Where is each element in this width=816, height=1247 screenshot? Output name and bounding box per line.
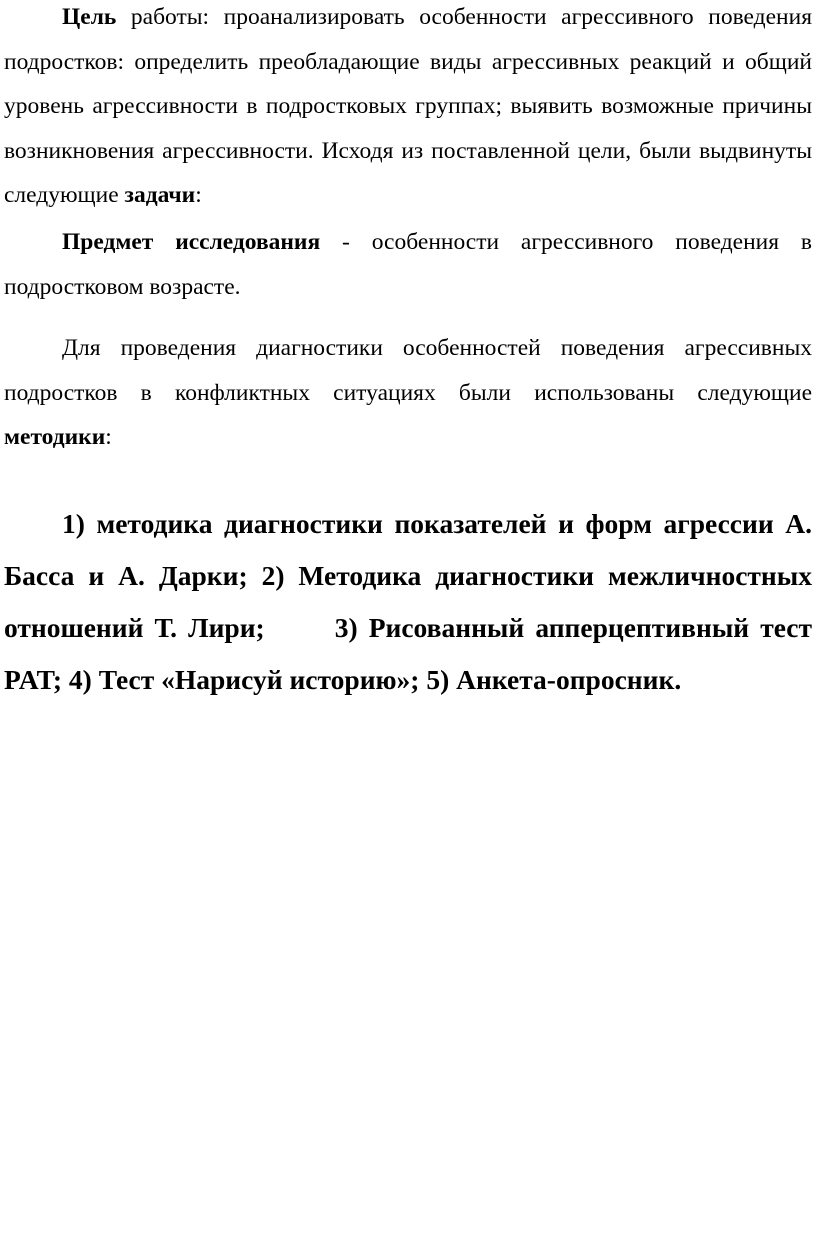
- methods-list-part2: 3) Рисованный апперцептивный тест PAT; 4) Тест «Нарисуй историю»; 5) Анкета-опросник.: [4, 611, 813, 695]
- goal-paragraph: [4, 0, 812, 218]
- methods-label: методики: [4, 424, 106, 450]
- methods-suffix: :: [105, 424, 112, 450]
- subject-text: - особенности агрессивного поведения в подростковом возрасте.: [4, 229, 812, 300]
- tasks-label: задачи: [124, 182, 196, 208]
- methods-list-part1: 1) методика диагностики показателей и форм агрессии А. Басса и А. Дарки; 2) Методика диагностики межличностных отношений Т. Лири;: [4, 507, 812, 643]
- subject-paragraph: [4, 220, 812, 309]
- goal-text: работы: проанализировать особенности агрессивного поведения подростков: определить преобладающие виды агрессивных реакций и общий уровень агрессивности в подростковых группах; выявить возможные причины возникновения агрессивности. Исходя из поставленной цели, были выдвинуты следующие: [4, 4, 812, 208]
- subject-label: Предмет исследования: [62, 229, 321, 255]
- methods-text: Для проведения диагностики особенностей поведения агрессивных подростков в конфликтных ситуациях были использованы следующие: [4, 335, 812, 406]
- methods-list-paragraph: [4, 498, 812, 706]
- methods-paragraph: [4, 326, 812, 460]
- tasks-suffix: :: [195, 182, 202, 208]
- goal-label: Цель: [62, 4, 117, 30]
